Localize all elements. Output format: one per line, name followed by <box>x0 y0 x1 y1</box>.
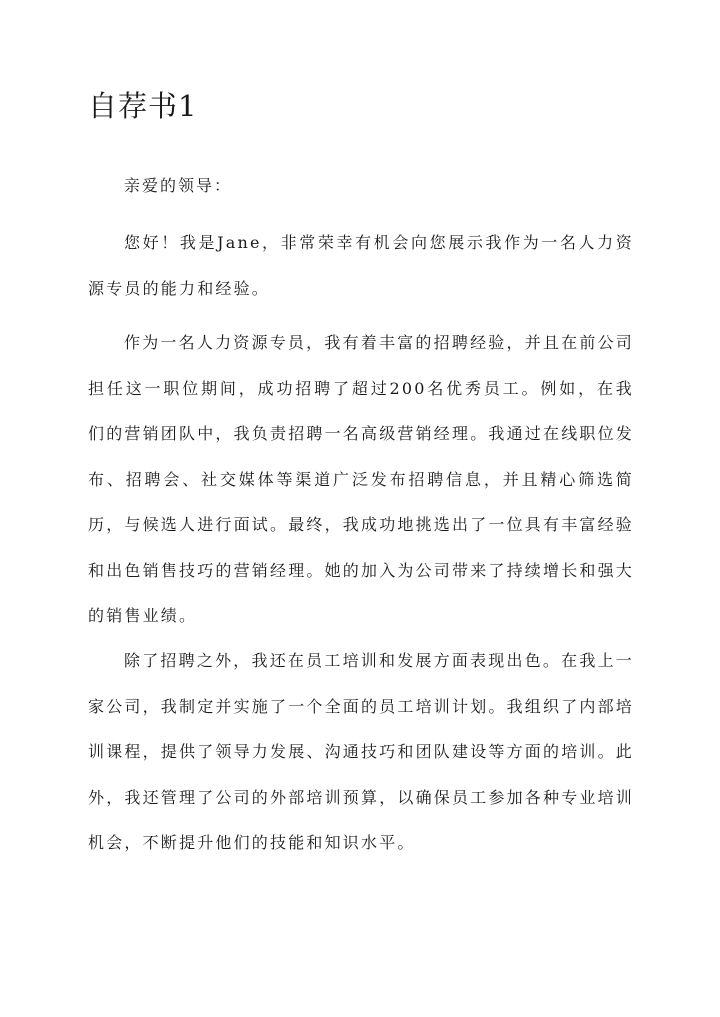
paragraph-introduction: 您好！我是Jane，非常荣幸有机会向您展示我作为一名人力资源专员的能力和经验。 <box>88 233 634 298</box>
paragraph-recruitment: 作为一名人力资源专员，我有着丰富的招聘经验，并且在前公司担任这一职位期间，成功招聘了超过200名优秀员工。例如，在我们的营销团队中，我负责招聘一名高级营销经理。我通过在线职位发布、招聘会、社交媒体等渠道广泛发布招聘信息，并且精心筛选简历，与候选人进行面试。最终，我成功地挑选出了一位具有丰富经验和出色销售技巧的营销经理。她的加入为公司带来了持续增长和强大的销售业绩。 <box>88 333 635 625</box>
salutation: 亲爱的领导： <box>124 176 233 195</box>
document-title: 自荐书1 <box>88 89 198 123</box>
paragraph-training: 除了招聘之外，我还在员工培训和发展方面表现出色。在我上一家公司，我制定并实施了一个全面的员工培训计划。我组织了内部培训课程，提供了领导力发展、沟通技巧和团队建设等方面的培训。此外，我还管理了公司的外部培训预算，以确保员工参加各种专业培训机会，不断提升他们的技能和知识水平。 <box>88 651 635 852</box>
